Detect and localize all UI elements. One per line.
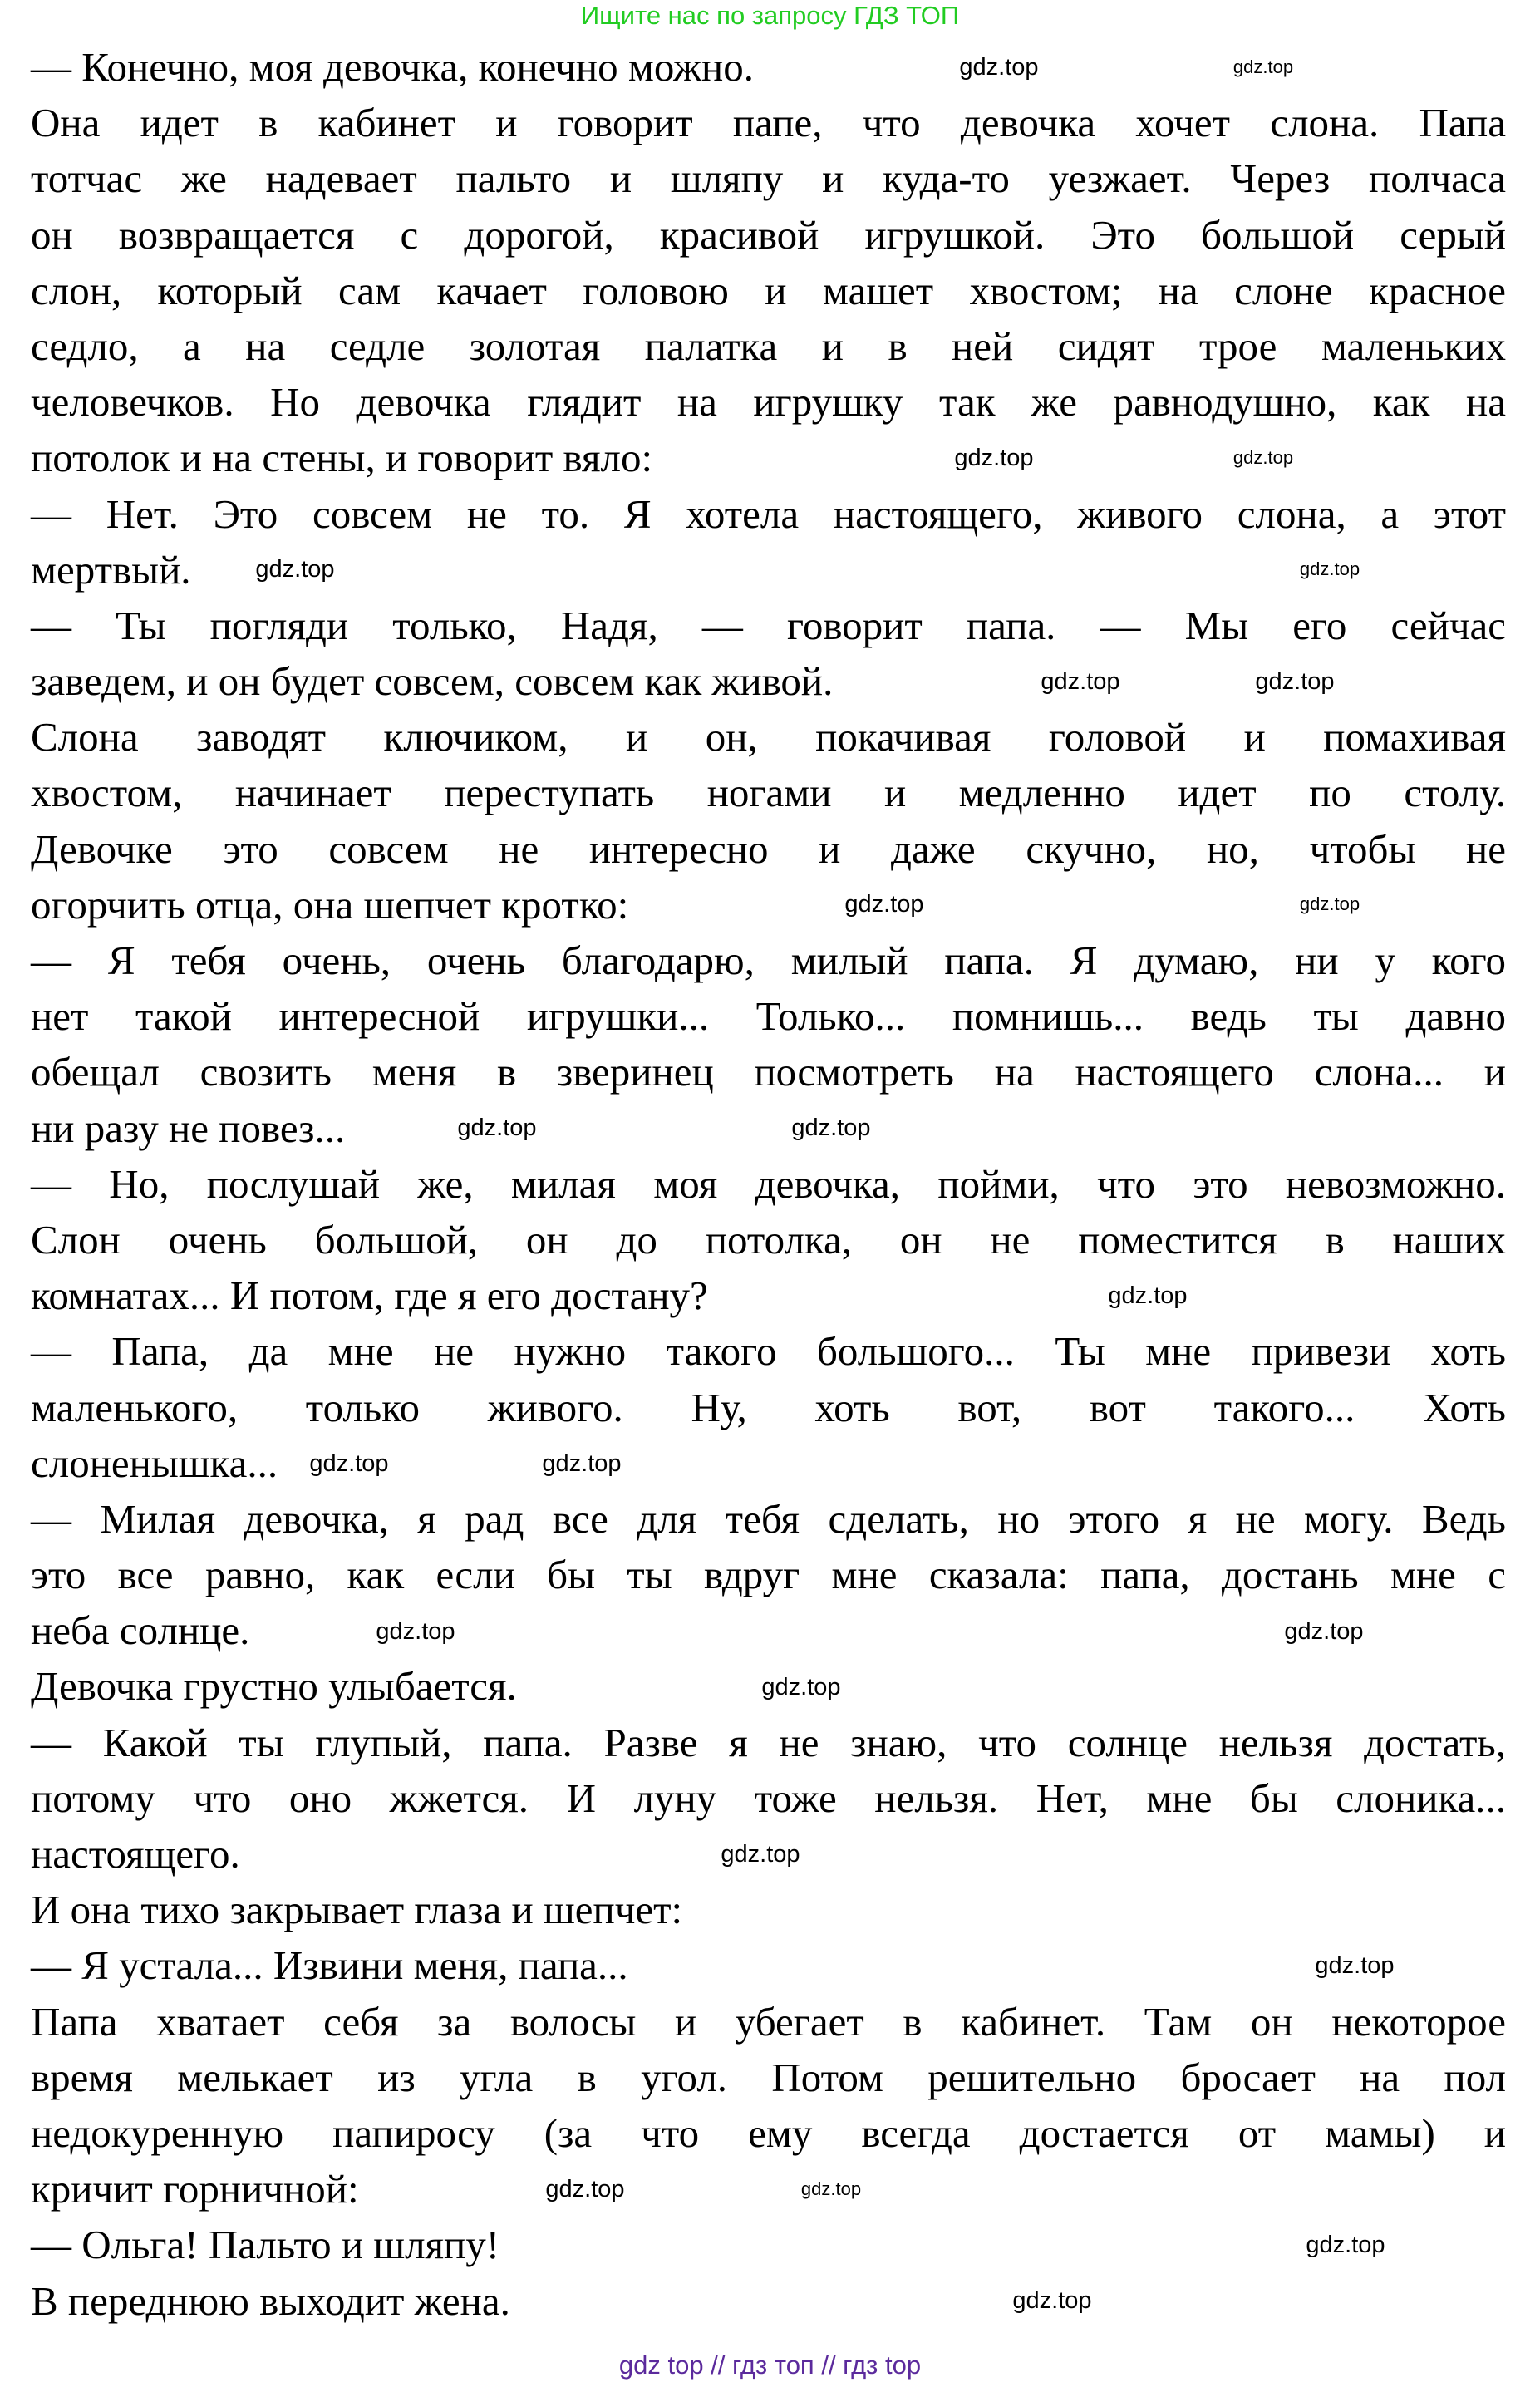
gdz-watermark: gdz.top <box>1255 668 1335 695</box>
text-line: он возвращается с дорогой, красивой игрушкой. Это большой серый <box>31 211 1506 258</box>
text-line: — Конечно, моя девочка, конечно можно. <box>31 44 754 90</box>
text-line: заведем, и он будет совсем, совсем как живой. <box>31 658 834 705</box>
text-line: — Ольга! Пальто и шляпу! <box>31 2222 500 2268</box>
text-line: — Ты погляди только, Надя, — говорит папа. — Мы его сейчас <box>31 602 1506 648</box>
text-line: Девочке это совсем не интересно и даже скучно, но, чтобы не <box>31 825 1506 872</box>
text-line: — Но, послушай же, милая моя девочка, пойми, что это невозможно. <box>31 1160 1506 1207</box>
text-line: комнатах... И потом, где я его достану? <box>31 1272 708 1319</box>
gdz-watermark: gdz.top <box>800 2178 862 2199</box>
gdz-watermark: gdz.top <box>1315 1952 1395 1979</box>
gdz-watermark: gdz.top <box>1299 893 1360 914</box>
text-line: время мелькает из угла в угол. Потом решительно бросает на пол <box>31 2054 1506 2100</box>
gdz-watermark: gdz.top <box>844 891 924 918</box>
gdz-watermark: gdz.top <box>1012 2287 1092 2314</box>
text-line: В переднюю выходит жена. <box>31 2277 510 2324</box>
text-line: ни разу не повез... <box>31 1105 346 1151</box>
text-line: — Я устала... Извини меня, папа... <box>31 1942 628 1989</box>
gdz-watermark: gdz.top <box>791 1115 871 1141</box>
story-text <box>31 39 1506 2329</box>
footer-watermark: gdz top // гдз топ // гдз top <box>618 2350 922 2380</box>
text-line: слон, который сам качает головою и машет хвостом; на слоне красное <box>31 267 1506 313</box>
text-line: — Милая девочка, я рад все для тебя сделать, но этого я не могу. Ведь <box>31 1495 1506 1542</box>
text-line: седло, а на седле золотая палатка и в ней сидят трое маленьких <box>31 322 1506 369</box>
text-line: настоящего. <box>31 1831 240 1877</box>
gdz-watermark: gdz.top <box>1306 2232 1385 2258</box>
gdz-watermark: gdz.top <box>761 1674 841 1700</box>
text-line: это все равно, как если бы ты вдруг мне сказала: папа, достань мне с <box>31 1552 1506 1598</box>
search-hint-banner: Ищите нас по запросу ГДЗ ТОП <box>580 1 960 30</box>
gdz-watermark: gdz.top <box>457 1115 537 1141</box>
gdz-watermark: gdz.top <box>721 1841 800 1868</box>
gdz-watermark: gdz.top <box>1232 447 1294 468</box>
gdz-watermark: gdz.top <box>1284 1618 1364 1645</box>
text-line: огорчить отца, она шепчет кротко: <box>31 881 629 928</box>
gdz-watermark: gdz.top <box>1041 668 1120 695</box>
text-line: — Какой ты глупый, папа. Разве я не знаю, что солнце нельзя достать, <box>31 1719 1506 1765</box>
text-line: неба солнце. <box>31 1607 250 1654</box>
text-line: нет такой интересной игрушки... Только... помнишь... ведь ты давно <box>31 993 1506 1040</box>
gdz-watermark: gdz.top <box>255 556 335 583</box>
text-line: мертвый. <box>31 546 191 593</box>
text-line: хвостом, начинает переступать ногами и медленно идет по столу. <box>31 770 1506 816</box>
text-line: потолок и на стены, и говорит вяло: <box>31 435 653 481</box>
gdz-watermark: gdz.top <box>959 54 1039 81</box>
text-line: Слона заводят ключиком, и он, покачивая головой и помахивая <box>31 714 1506 760</box>
text-line: — Нет. Это совсем не то. Я хотела настоящего, живого слона, а этот <box>31 490 1506 537</box>
gdz-watermark: gdz.top <box>542 1450 622 1477</box>
text-line: слоненышка... <box>31 1440 278 1486</box>
text-line: недокуренную папиросу (за что ему всегда достается от мамы) и <box>31 2109 1506 2156</box>
text-line: маленького, только живого. Ну, хоть вот, вот такого... Хоть <box>31 1384 1506 1430</box>
text-line: Девочка грустно улыбается. <box>31 1663 517 1710</box>
gdz-watermark: gdz.top <box>309 1450 389 1477</box>
text-line: человечков. Но девочка глядит на игрушку так же равнодушно, как на <box>31 379 1506 426</box>
gdz-watermark: gdz.top <box>1232 57 1294 77</box>
text-line: Папа хватает себя за волосы и убегает в кабинет. Там он некоторое <box>31 1998 1506 2045</box>
text-line: тотчас же надевает пальто и шляпу и куда-то уезжает. Через полчаса <box>31 155 1506 202</box>
text-line: кричит горничной: <box>31 2166 359 2212</box>
text-line: обещал свозить меня в зверинец посмотреть на настоящего слона... и <box>31 1049 1506 1095</box>
text-line: — Папа, да мне не нужно такого большого... Ты мне привези хоть <box>31 1328 1506 1375</box>
gdz-watermark: gdz.top <box>376 1618 455 1645</box>
gdz-watermark: gdz.top <box>545 2176 625 2202</box>
gdz-watermark: gdz.top <box>954 445 1034 471</box>
text-line: Она идет в кабинет и говорит папе, что девочка хочет слона. Папа <box>31 100 1506 146</box>
gdz-watermark: gdz.top <box>1299 559 1360 579</box>
text-line: И она тихо закрывает глаза и шепчет: <box>31 1887 683 1933</box>
gdz-watermark: gdz.top <box>1108 1282 1188 1309</box>
text-line: Слон очень большой, он до потолка, он не поместится в наших <box>31 1216 1506 1262</box>
text-line: потому что оно жжется. И луну тоже нельзя. Нет, мне бы слоника... <box>31 1774 1506 1821</box>
text-line: — Я тебя очень, очень благодарю, милый папа. Я думаю, ни у кого <box>31 938 1506 983</box>
